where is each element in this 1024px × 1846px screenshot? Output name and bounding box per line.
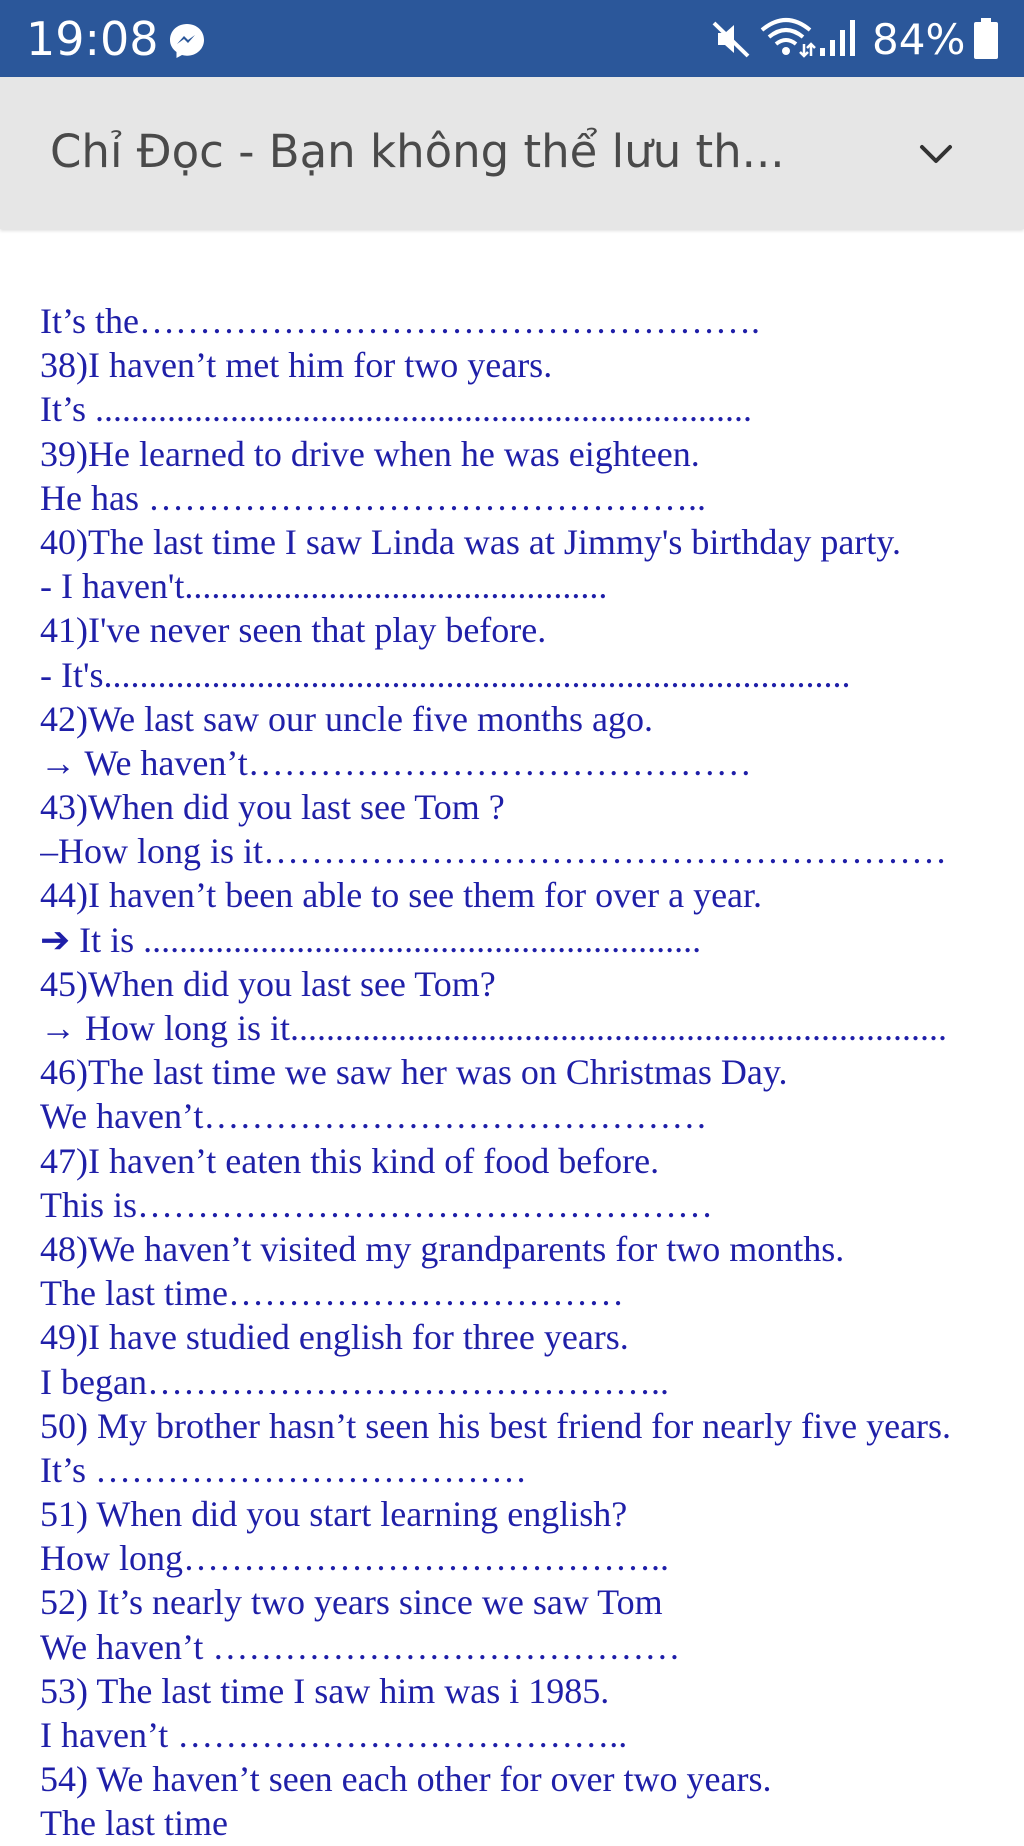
document-line: 52) It’s nearly two years since we saw Tom bbox=[40, 1582, 663, 1623]
document-line: 46)The last time we saw her was on Christmas Day. bbox=[40, 1052, 788, 1093]
document-line: 40)The last time I saw Linda was at Jimmy's birthday party. bbox=[40, 521, 901, 562]
document-line: It’s ......................................................................... bbox=[40, 389, 753, 430]
chevron-down-icon[interactable] bbox=[912, 130, 960, 178]
document-line: ➔ It is .............................................................. bbox=[40, 919, 702, 960]
battery-percentage: 84% bbox=[872, 15, 966, 64]
document-line: 42)We last saw our uncle five months ago. bbox=[40, 698, 653, 739]
document-line: 53) The last time I saw him was i 1985. bbox=[40, 1670, 610, 1711]
document-line: 50) My brother hasn’t seen his best friend for nearly five years. bbox=[40, 1405, 952, 1446]
wifi-icon bbox=[760, 16, 816, 60]
document-line: It’s ……………………………… bbox=[40, 1449, 528, 1490]
document-line: 39)He learned to drive when he was eighteen. bbox=[40, 433, 700, 474]
document-line: - It's................................................................................... bbox=[40, 654, 851, 695]
read-only-title[interactable]: Chỉ Đọc - Bạn không thể lưu th... bbox=[50, 125, 785, 178]
battery-icon bbox=[972, 18, 1000, 60]
document-line: → How long is it......................................................................... bbox=[40, 1008, 948, 1048]
document-line: It’s the……………………………………………. bbox=[40, 301, 760, 341]
document-line: 47)I haven’t eaten this kind of food before. bbox=[40, 1140, 660, 1181]
document-line: 54) We haven’t seen each other for over two years. bbox=[40, 1759, 772, 1800]
document-line: - I haven't............................................... bbox=[40, 566, 608, 607]
document-line: We haven’t ………………………………… bbox=[40, 1626, 681, 1667]
app-bar bbox=[0, 77, 1024, 229]
document-line: 48)We haven’t visited my grandparents for two months. bbox=[40, 1228, 845, 1269]
status-bar bbox=[0, 0, 1024, 77]
document-line: 43)When did you last see Tom ? bbox=[40, 787, 505, 828]
document-line: We haven’t…………………………………… bbox=[40, 1096, 708, 1137]
document-line: This is………………………………………… bbox=[40, 1184, 714, 1225]
document-line: → We haven’t…………………………………… bbox=[40, 742, 752, 783]
signal-icon bbox=[818, 18, 860, 58]
document-line: The last time bbox=[40, 1803, 228, 1844]
mute-icon bbox=[710, 18, 752, 60]
document-line: 38)I haven’t met him for two years. bbox=[40, 345, 553, 386]
document-body bbox=[40, 299, 1024, 1846]
document-line: 41)I've never seen that play before. bbox=[40, 610, 547, 651]
document-line: I haven’t ……………………………….. bbox=[40, 1715, 628, 1755]
document-line: 49)I have studied english for three years. bbox=[40, 1317, 629, 1358]
document-line: –How long is it………………………………………………… bbox=[40, 831, 948, 872]
document-line: The last time…………………………… bbox=[40, 1273, 624, 1314]
status-time: 19:08 bbox=[26, 12, 159, 66]
document-line: I began…………………………………….. bbox=[40, 1361, 669, 1402]
document-line: 44)I haven’t been able to see them for over a year. bbox=[40, 875, 763, 916]
document-line: 45)When did you last see Tom? bbox=[40, 963, 496, 1004]
document-line: 51) When did you start learning english? bbox=[40, 1494, 628, 1535]
document-line: How long………………………………….. bbox=[40, 1538, 669, 1579]
messenger-icon bbox=[168, 22, 206, 60]
document-line: He has ……………………………………….. bbox=[40, 477, 706, 518]
